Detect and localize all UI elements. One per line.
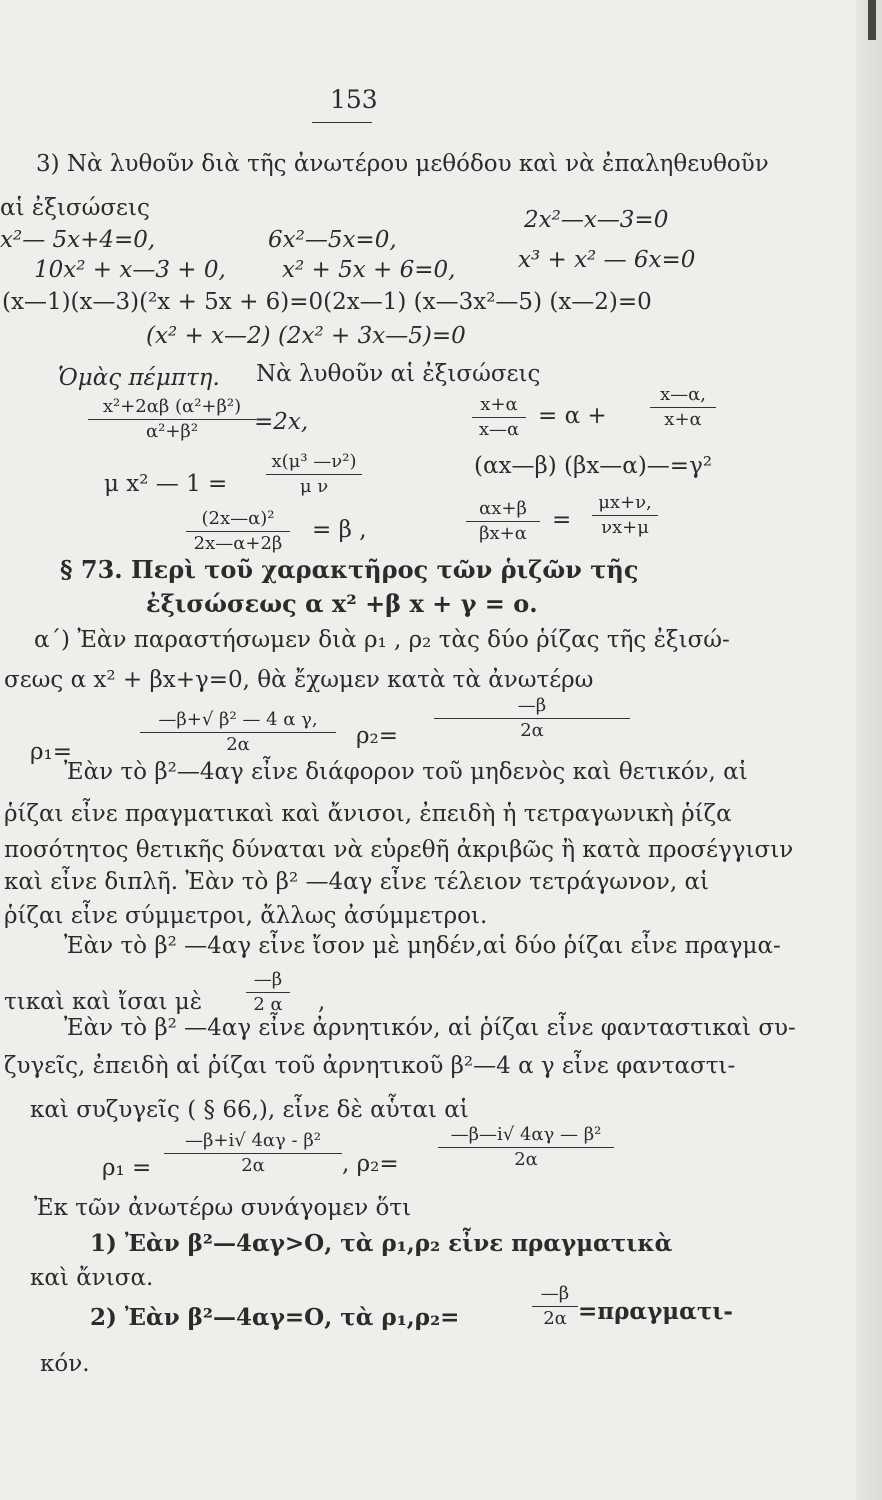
- equation: x³ + x² — 6x=0: [518, 247, 696, 273]
- paragraph-line: Ἐὰν τὸ β² —4αγ εἶνε ἀρνητικόν, αἱ ῥίζαι εἶνε φανταστικαὶ συ-: [64, 1015, 796, 1041]
- result-2: 2) Ἐὰν β²—4αγ=Ο, τὰ ρ₁,ρ₂=: [90, 1304, 460, 1331]
- fraction: $\frac{\alpha x+\beta}{\beta x+\alpha}$: [466, 497, 540, 546]
- equation: ρ₁ =: [102, 1155, 152, 1181]
- group-text: Νὰ λυθοῦν αἱ ἐξισώσεις: [256, 361, 541, 387]
- section-title: § 73. Περὶ τοῦ χαρακτῆρος τῶν ῥιζῶν τῆς: [60, 555, 639, 584]
- paragraph-line: τικαὶ καὶ ἴσαι μὲ: [4, 989, 203, 1015]
- page-number: 153: [330, 85, 378, 114]
- section-title: ἐξισώσεως α x² +β x + γ = ο.: [146, 589, 538, 618]
- equation: 10x² + x—3 + 0,: [34, 257, 226, 283]
- problem3-intro2: αἱ ἐξισώσεις: [0, 195, 150, 221]
- fraction: $\frac{—\beta}{2 \alpha}$: [246, 968, 290, 1017]
- fraction: $\frac{—\beta}{2\alpha}$: [532, 1282, 578, 1331]
- paragraph-line: ζυγεῖς, ἐπειδὴ αἱ ῥίζαι τοῦ ἀρνητικοῦ β²—4 α γ εἶνε φανταστι-: [4, 1053, 736, 1079]
- equation: = α +: [538, 403, 607, 429]
- equation: =2x,: [254, 409, 309, 435]
- equation: , ρ₂=: [342, 1151, 399, 1177]
- paragraph-line: ῥίζαι εἶνε πραγματικαὶ καὶ ἄνισοι, ἐπειδὴ ἡ τετραγωνικὴ ῥίζα: [4, 801, 732, 827]
- equation: (αx—β) (βx—α)—=γ²: [474, 453, 713, 479]
- equation: x²— 5x+4=0,: [0, 227, 156, 253]
- equation: 6x²—5x=0,: [268, 227, 397, 253]
- fraction: $\frac{—\beta}{2\alpha}$: [434, 694, 630, 743]
- page-edge: [856, 0, 882, 1500]
- fraction: $\frac{\text{(2x—α)²}}{2x—\alpha+2\beta}$: [186, 507, 290, 556]
- paragraph-line: α΄) Ἐὰν παραστήσωμεν διὰ ρ₁ , ρ₂ τὰς δύο ῥίζας τῆς ἐξισώ-: [34, 627, 730, 653]
- equation: ρ₂=: [356, 723, 399, 749]
- fraction: $\frac{\text{—β—i√ 4αγ — β²}}{2\alpha}$: [438, 1123, 614, 1172]
- fraction: $\frac{\text{x²+2αβ (α²+β²)}}{\text{α²+β²}}$: [88, 395, 256, 444]
- problem3-intro: 3) Νὰ λυθοῦν διὰ τῆς ἀνωτέρου μεθόδου καὶ νὰ ἐπαληθευθοῦν: [36, 151, 769, 177]
- fraction: $\frac{\text{—β+i√ 4αγ - β²}}{2\alpha}$: [164, 1129, 342, 1178]
- paragraph-line: Ἐὰν τὸ β²—4αγ εἶνε διάφορον τοῦ μηδενὸς καὶ θετικόν, αἱ: [64, 759, 748, 785]
- result-2-cont: κόν.: [40, 1351, 90, 1377]
- equation: = β ,: [312, 517, 367, 543]
- paragraph-line: Ἐκ τῶν ἀνωτέρω συνάγομεν ὅτι: [34, 1195, 412, 1221]
- group-heading: Ὁμὰς πέμπτη.: [58, 365, 220, 391]
- equation: x² + 5x + 6=0,: [282, 257, 456, 283]
- equation: =: [552, 507, 572, 533]
- paragraph-line: καὶ συζυγεῖς ( § 66,), εἶνε δὲ αὗται αἱ: [30, 1097, 469, 1123]
- equation: ρ₁=: [30, 739, 73, 765]
- equation: μ x² — 1 =: [104, 471, 228, 497]
- paragraph-line: ,: [318, 989, 326, 1015]
- equation: (x—1)(x—3)(²x + 5x + 6)=0(2x—1) (x—3x²—5) (x—2)=0: [2, 289, 652, 315]
- fraction: $\frac{\text{x(μ³ —ν²)}}{\text{μ ν}}$: [266, 450, 362, 499]
- paragraph-line: σεως α x² + βx+γ=0, θὰ ἔχωμεν κατὰ τὰ ἀνωτέρω: [4, 667, 594, 693]
- equation: (x² + x—2) (2x² + 3x—5)=0: [146, 323, 466, 349]
- paragraph-line: ποσότητος θετικῆς δύναται νὰ εὑρεθῆ ἀκριβῶς ἢ κατὰ προσέγγισιν: [4, 837, 794, 863]
- result-1: 1) Ἐὰν β²—4αγ>Ο, τὰ ρ₁,ρ₂ εἶνε πραγματικὰ: [90, 1230, 673, 1257]
- equation: 2x²—x—3=0: [524, 207, 669, 233]
- paragraph-line: ῥίζαι εἶνε σύμμετροι, ἄλλως ἀσύμμετροι.: [4, 903, 488, 929]
- binding-shadow: [868, 0, 876, 40]
- paragraph-line: καὶ εἶνε διπλῆ. Ἐὰν τὸ β² —4αγ εἶνε τέλειον τετράγωνον, αἱ: [4, 869, 710, 895]
- result-1-cont: καὶ ἄνισα.: [30, 1265, 154, 1291]
- page-number-rule: [312, 122, 372, 123]
- result-2-end: =πραγματι-: [578, 1298, 733, 1325]
- paragraph-line: Ἐὰν τὸ β² —4αγ εἶνε ἴσον μὲ μηδέν,αἱ δύο ῥίζαι εἶνε πραγμα-: [64, 933, 781, 959]
- fraction: $\frac{x—\alpha,}{x+\alpha}$: [650, 383, 716, 432]
- fraction: $\frac{\text{—β+√ β² — 4 α γ,}}{2\alpha}$: [140, 708, 336, 757]
- fraction: $\frac{\mu x+\nu,}{\nu x+\mu}$: [592, 491, 658, 540]
- fraction: $\frac{x+\alpha}{x—\alpha}$: [472, 393, 526, 442]
